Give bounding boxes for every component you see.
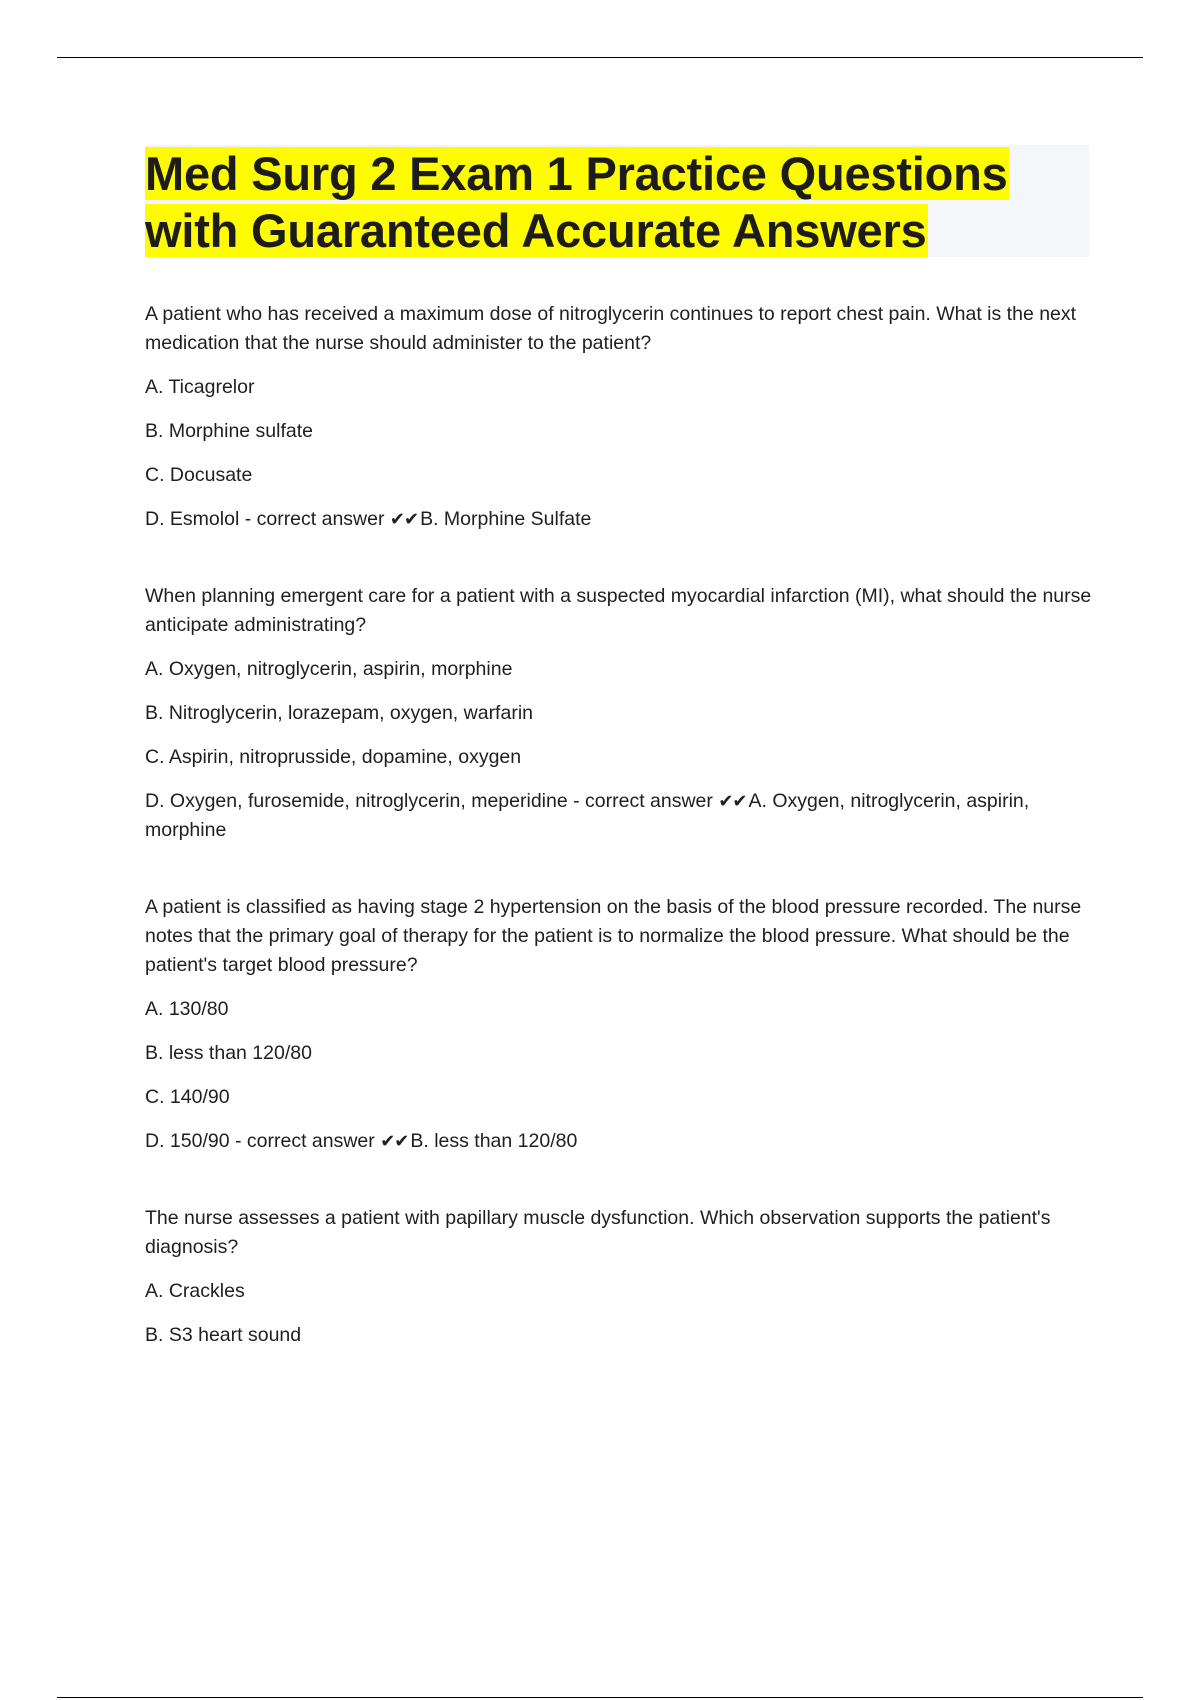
question-2 [145, 582, 1095, 845]
checkmark-icon: ✔✔ [380, 1131, 409, 1152]
correct-answer: B. less than 120/80 [410, 1130, 578, 1152]
top-rule [57, 57, 1143, 58]
title-block [145, 145, 1089, 257]
checkmark-icon: ✔✔ [389, 509, 419, 530]
option-d: D. Esmolol - correct answer [145, 508, 390, 530]
question-3 [145, 893, 1095, 1156]
option-c: C. Aspirin, nitroprusside, dopamine, oxygen [145, 746, 522, 768]
option-b: B. Nitroglycerin, lorazepam, oxygen, warfarin [145, 702, 533, 724]
question-text: A patient is classified as having stage 2 hypertension on the basis of the blood pressure recorded. The nurse notes that the primary goal of therapy for the patient is to normalize the blood pressure. What should be the patient's target blood pressure? [145, 896, 1082, 976]
option-a: A. Crackles [145, 1280, 245, 1302]
question-text: When planning emergent care for a patient with a suspected myocardial infarction (MI), what should the nurse anticipate administrating? [145, 585, 1092, 636]
option-c: C. Docusate [145, 464, 253, 486]
title-line-2: with Guaranteed Accurate Answers [145, 204, 927, 257]
option-a: A. Ticagrelor [145, 376, 255, 398]
question-1 [145, 300, 1095, 534]
option-b: B. Morphine sulfate [145, 420, 314, 442]
checkmark-icon: ✔✔ [718, 791, 747, 812]
questions-list [145, 300, 1095, 1398]
question-4 [145, 1204, 1095, 1350]
option-d: D. 150/90 - correct answer [145, 1130, 381, 1152]
document-title [145, 145, 1089, 259]
option-d-with-answer [145, 1127, 1095, 1156]
question-text: The nurse assesses a patient with papillary muscle dysfunction. Which observation supports the patient's diagnosis? [145, 1207, 1051, 1258]
correct-answer: A. Oxygen, nitroglycerin, aspirin, morphine [145, 790, 1030, 841]
option-d-with-answer [145, 787, 1095, 845]
question-text: A patient who has received a maximum dose of nitroglycerin continues to report chest pain. What is the next medication that the nurse should administer to the patient? [145, 303, 1077, 354]
option-c: C. 140/90 [145, 1086, 230, 1108]
bottom-rule [57, 1697, 1143, 1698]
option-a: A. 130/80 [145, 998, 229, 1020]
option-b: B. S3 heart sound [145, 1324, 302, 1346]
title-line-1: Med Surg 2 Exam 1 Practice Questions [145, 147, 1008, 200]
option-d-with-answer [145, 505, 1095, 534]
option-b: B. less than 120/80 [145, 1042, 312, 1064]
correct-answer: B. Morphine Sulfate [420, 508, 592, 530]
option-a: A. Oxygen, nitroglycerin, aspirin, morphine [145, 658, 513, 680]
option-d: D. Oxygen, furosemide, nitroglycerin, meperidine - correct answer [145, 790, 719, 812]
